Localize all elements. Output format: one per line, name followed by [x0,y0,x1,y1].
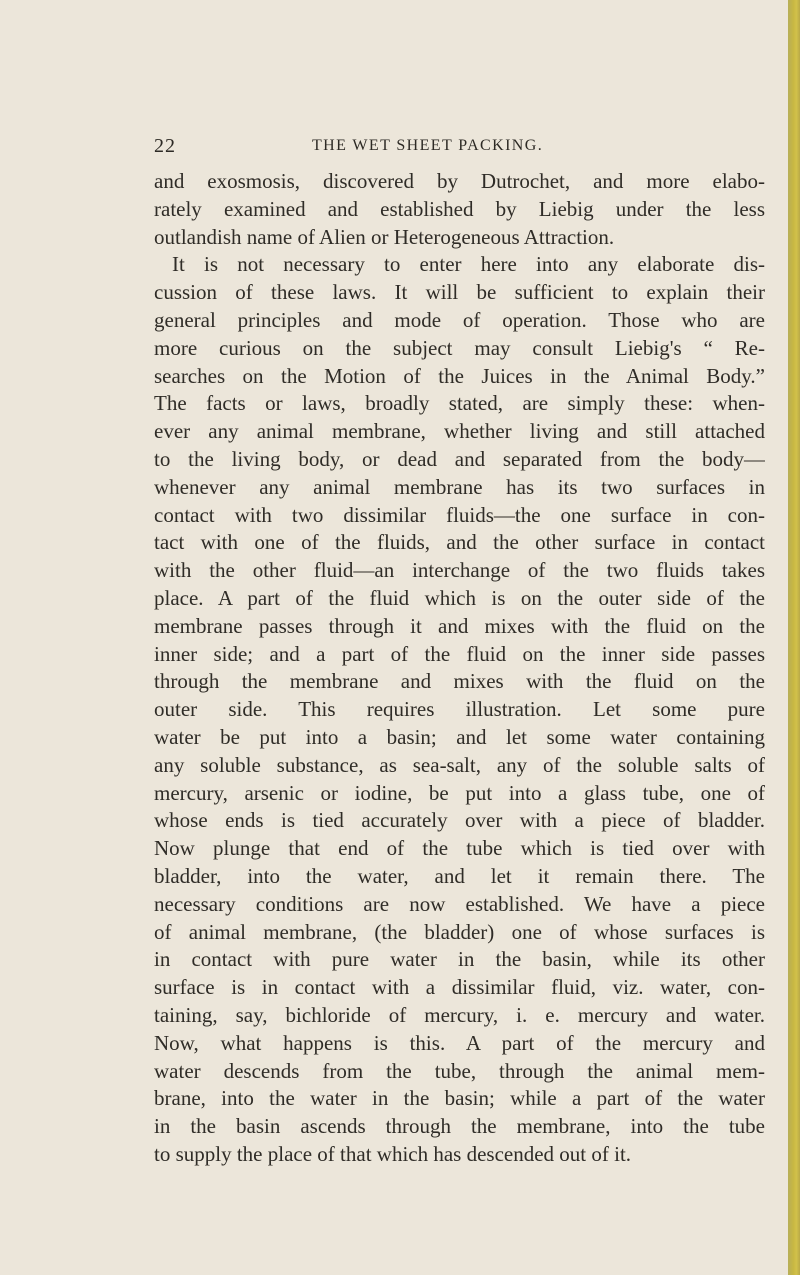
text-line: membrane passes through it and mixes with the fluid on the [154,613,765,638]
text-line: place. A part of the fluid which is on the outer side of the [154,585,765,610]
body-text [154,168,765,1169]
text-line: any soluble substance, as sea-salt, any of the soluble salts of [154,752,765,777]
text-line: general principles and mode of operation. Those who are [154,307,765,332]
text-line: contact with two dissimilar fluids—the one surface in con- [154,502,765,527]
text-line: water be put into a basin; and let some water containing [154,724,765,749]
text-line: It is not necessary to enter here into any elaborate dis- [172,252,765,277]
text-line: through the membrane and mixes with the fluid on the [154,669,765,694]
text-line: outlandish name of Alien or Heterogeneous Attraction. [154,224,615,249]
text-line: with the other fluid—an interchange of the two fluids takes [154,558,765,583]
page-header [154,135,754,163]
text-line: in contact with pure water in the basin, while its other [154,947,765,972]
text-line: and exosmosis, discovered by Dutrochet, and more elabo- [154,169,765,193]
text-line: outer side. This requires illustration. Let some pure [154,697,765,722]
text-line: brane, into the water in the basin; while a part of the water [154,1086,765,1111]
text-line: water descends from the tube, through the animal mem- [154,1058,765,1083]
text-line: of animal membrane, (the bladder) one of whose surfaces is [154,919,765,944]
text-line: rately examined and established by Liebig under the less [154,196,765,221]
page-number: 22 [154,135,176,157]
text-line: in the basin ascends through the membrane, into the tube [154,1114,765,1139]
text-line: mercury, arsenic or iodine, be put into a glass tube, one of [154,780,765,805]
page-edge [788,0,800,1275]
text-line: taining, say, bichloride of mercury, i. e. mercury and water. [154,1002,765,1027]
text-line: The facts or laws, broadly stated, are simply these: when- [154,391,765,416]
text-line: inner side; and a part of the fluid on the inner side passes [154,641,765,666]
text-line: Now plunge that end of the tube which is tied over with [154,836,765,861]
running-head: THE WET SHEET PACKING. [312,137,544,154]
text-line: bladder, into the water, and let it remain there. The [154,863,765,888]
text-line: necessary conditions are now established. We have a piece [154,891,765,916]
text-line: cussion of these laws. It will be sufficient to explain their [154,280,765,305]
text-line: whose ends is tied accurately over with a piece of bladder. [154,808,765,833]
text-line: surface is in contact with a dissimilar fluid, viz. water, con- [154,975,765,1000]
text-line: more curious on the subject may consult Liebig's “ Re- [154,335,765,360]
text-line: ever any animal membrane, whether living and still attached [154,419,765,444]
text-line: searches on the Motion of the Juices in the Animal Body.” [154,363,765,388]
text-line: whenever any animal membrane has its two surfaces in [154,474,765,499]
text-line: to supply the place of that which has descended out of it. [154,1141,632,1166]
text-line: tact with one of the fluids, and the other surface in contact [154,530,765,555]
text-line: to the living body, or dead and separated from the body— [154,446,765,471]
text-line: Now, what happens is this. A part of the mercury and [154,1030,765,1055]
